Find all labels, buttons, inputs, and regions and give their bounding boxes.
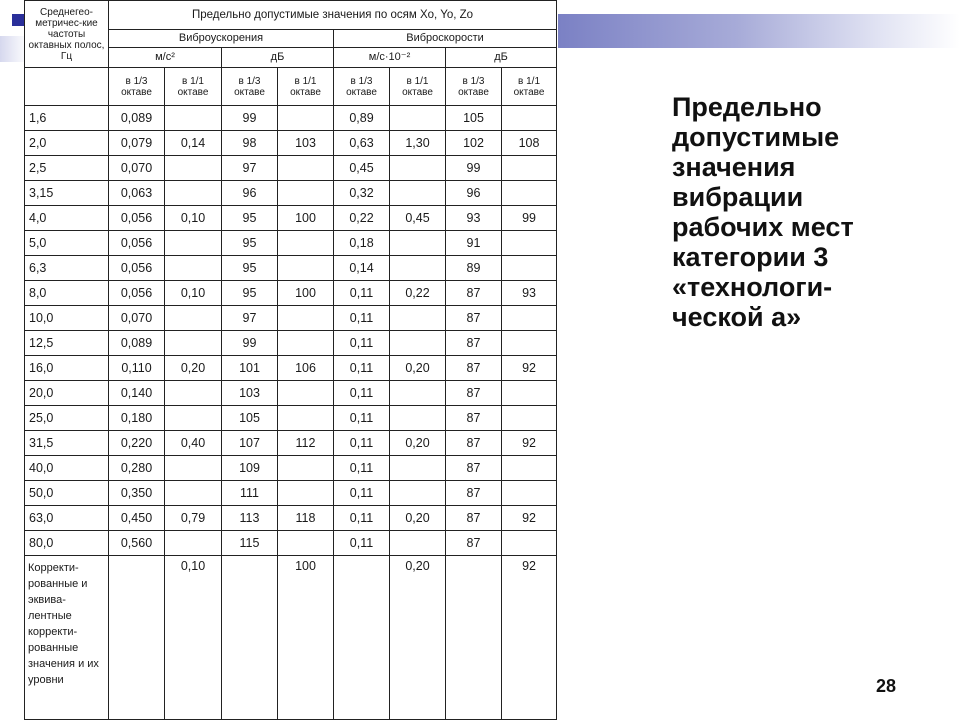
value-cell: 0,140 (109, 381, 165, 406)
corrected-label: Корректи-рованные и эквива-лентные корректи-рованные значения и их уровни (25, 556, 109, 720)
value-cell: 87 (446, 406, 502, 431)
value-cell (165, 456, 222, 481)
value-cell: 0,14 (165, 131, 222, 156)
value-cell (278, 381, 334, 406)
vibration-limits-table (24, 0, 557, 720)
value-cell (502, 406, 557, 431)
title-line: вибрации (672, 182, 804, 212)
value-cell (502, 456, 557, 481)
table-body (25, 106, 557, 720)
value-cell: 95 (222, 256, 278, 281)
table-row (25, 106, 557, 131)
value-cell: 0,180 (109, 406, 165, 431)
velocity-group-header: Виброскорости (334, 30, 557, 48)
sub-header: в 1/3 октаве (222, 68, 278, 106)
value-cell (502, 106, 557, 131)
title-line: ческой а» (672, 302, 802, 332)
value-cell (390, 156, 446, 181)
corrected-value-cell: 0,10 (165, 556, 222, 720)
value-cell: 0,280 (109, 456, 165, 481)
corrected-value-cell: 0,20 (390, 556, 446, 720)
value-cell (390, 456, 446, 481)
value-cell: 99 (446, 156, 502, 181)
value-cell: 103 (278, 131, 334, 156)
value-cell: 0,20 (390, 506, 446, 531)
value-cell: 0,110 (109, 356, 165, 381)
value-cell: 0,11 (334, 406, 390, 431)
value-cell (165, 181, 222, 206)
value-cell: 0,11 (334, 331, 390, 356)
value-cell: 93 (502, 281, 557, 306)
value-cell: 0,22 (390, 281, 446, 306)
frequency-cell: 1,6 (25, 106, 109, 131)
value-cell: 0,11 (334, 506, 390, 531)
table-row (25, 131, 557, 156)
value-cell: 0,056 (109, 256, 165, 281)
sub-header-blank (25, 68, 109, 106)
table-row (25, 206, 557, 231)
value-cell: 0,22 (334, 206, 390, 231)
value-cell: 87 (446, 456, 502, 481)
table-row (25, 181, 557, 206)
value-cell: 101 (222, 356, 278, 381)
value-cell: 0,45 (334, 156, 390, 181)
vibration-table-scan (24, 0, 558, 720)
sub-header: в 1/1 октаве (165, 68, 222, 106)
table-row (25, 281, 557, 306)
value-cell: 87 (446, 381, 502, 406)
value-cell: 99 (502, 206, 557, 231)
value-cell (165, 481, 222, 506)
value-cell (165, 531, 222, 556)
sub-header: в 1/3 октаве (446, 68, 502, 106)
sub-header: в 1/1 октаве (502, 68, 557, 106)
value-cell: 0,220 (109, 431, 165, 456)
value-cell: 0,079 (109, 131, 165, 156)
slide-title (672, 92, 932, 332)
table-row (25, 356, 557, 381)
corrected-value-cell (222, 556, 278, 720)
value-cell (278, 181, 334, 206)
value-cell: 0,20 (390, 356, 446, 381)
unit-header-vel-db: дБ (446, 48, 557, 68)
value-cell: 87 (446, 506, 502, 531)
value-cell (502, 381, 557, 406)
value-cell: 111 (222, 481, 278, 506)
value-cell: 95 (222, 231, 278, 256)
value-cell (390, 531, 446, 556)
table-row (25, 431, 557, 456)
value-cell: 0,14 (334, 256, 390, 281)
frequency-cell: 3,15 (25, 181, 109, 206)
value-cell (165, 106, 222, 131)
frequency-cell: 4,0 (25, 206, 109, 231)
corrected-value-cell: 92 (502, 556, 557, 720)
corrected-value-cell (334, 556, 390, 720)
title-line: Предельно (672, 92, 822, 122)
value-cell: 0,89 (334, 106, 390, 131)
value-cell: 0,11 (334, 456, 390, 481)
value-cell: 0,10 (165, 206, 222, 231)
frequency-cell: 2,0 (25, 131, 109, 156)
unit-header-acc-db: дБ (222, 48, 334, 68)
frequency-cell: 80,0 (25, 531, 109, 556)
value-cell: 0,11 (334, 356, 390, 381)
value-cell: 112 (278, 431, 334, 456)
value-cell: 87 (446, 531, 502, 556)
frequency-cell: 20,0 (25, 381, 109, 406)
value-cell: 102 (446, 131, 502, 156)
value-cell: 0,11 (334, 381, 390, 406)
value-cell (165, 381, 222, 406)
frequency-cell: 12,5 (25, 331, 109, 356)
unit-header-acc-ms2: м/с² (109, 48, 222, 68)
value-cell (165, 406, 222, 431)
value-cell: 87 (446, 356, 502, 381)
value-cell: 118 (278, 506, 334, 531)
frequency-cell: 16,0 (25, 356, 109, 381)
value-cell (502, 481, 557, 506)
value-cell: 0,11 (334, 306, 390, 331)
value-cell: 0,089 (109, 106, 165, 131)
frequency-cell: 10,0 (25, 306, 109, 331)
frequency-cell: 40,0 (25, 456, 109, 481)
value-cell (278, 106, 334, 131)
bullet-square-icon (12, 14, 24, 26)
value-cell: 99 (222, 331, 278, 356)
value-cell (502, 181, 557, 206)
page-number: 28 (876, 676, 897, 696)
value-cell (390, 331, 446, 356)
value-cell (278, 306, 334, 331)
value-cell (390, 106, 446, 131)
table-row (25, 381, 557, 406)
value-cell: 105 (446, 106, 502, 131)
value-cell: 0,560 (109, 531, 165, 556)
value-cell (165, 331, 222, 356)
table-row (25, 481, 557, 506)
value-cell: 0,350 (109, 481, 165, 506)
value-cell (165, 156, 222, 181)
sub-header: в 1/3 октаве (334, 68, 390, 106)
sub-header: в 1/1 октаве (390, 68, 446, 106)
value-cell: 0,32 (334, 181, 390, 206)
value-cell: 91 (446, 231, 502, 256)
table-row (25, 531, 557, 556)
table-row (25, 306, 557, 331)
value-cell (278, 256, 334, 281)
value-cell: 0,070 (109, 156, 165, 181)
title-line: категории 3 (672, 242, 829, 272)
value-cell (278, 481, 334, 506)
table-row (25, 456, 557, 481)
value-cell: 87 (446, 306, 502, 331)
frequency-cell: 50,0 (25, 481, 109, 506)
value-cell (502, 531, 557, 556)
value-cell (278, 231, 334, 256)
table-row (25, 331, 557, 356)
value-cell: 0,11 (334, 281, 390, 306)
title-line: рабочих мест (672, 212, 854, 242)
value-cell (278, 331, 334, 356)
value-cell (502, 156, 557, 181)
value-cell (390, 481, 446, 506)
value-cell (278, 406, 334, 431)
corrected-value-cell (109, 556, 165, 720)
value-cell: 0,45 (390, 206, 446, 231)
value-cell (502, 256, 557, 281)
value-cell (165, 306, 222, 331)
unit-header-vel-ms: м/с·10⁻² (334, 48, 446, 68)
value-cell: 87 (446, 431, 502, 456)
value-cell: 0,056 (109, 206, 165, 231)
value-cell: 97 (222, 156, 278, 181)
value-cell: 103 (222, 381, 278, 406)
value-cell (502, 231, 557, 256)
value-cell: 99 (222, 106, 278, 131)
value-cell (390, 256, 446, 281)
value-cell: 0,10 (165, 281, 222, 306)
value-cell (278, 531, 334, 556)
frequency-cell: 63,0 (25, 506, 109, 531)
value-cell: 106 (278, 356, 334, 381)
value-cell: 0,063 (109, 181, 165, 206)
table-row (25, 156, 557, 181)
value-cell: 100 (278, 206, 334, 231)
value-cell: 0,089 (109, 331, 165, 356)
value-cell: 97 (222, 306, 278, 331)
frequency-cell: 25,0 (25, 406, 109, 431)
value-cell: 87 (446, 481, 502, 506)
title-line: допустимые (672, 122, 840, 152)
frequency-cell: 5,0 (25, 231, 109, 256)
value-cell: 113 (222, 506, 278, 531)
value-cell (278, 156, 334, 181)
title-line: «технологи- (672, 272, 833, 302)
value-cell: 95 (222, 281, 278, 306)
header-gradient-bar (555, 14, 960, 48)
value-cell: 0,40 (165, 431, 222, 456)
value-cell: 0,450 (109, 506, 165, 531)
value-cell (390, 231, 446, 256)
acceleration-group-header: Виброускорения (109, 30, 334, 48)
frequency-cell: 2,5 (25, 156, 109, 181)
value-cell: 92 (502, 356, 557, 381)
corrected-value-cell: 100 (278, 556, 334, 720)
value-cell: 96 (222, 181, 278, 206)
value-cell: 93 (446, 206, 502, 231)
value-cell: 0,056 (109, 281, 165, 306)
corrected-values-row (25, 556, 557, 720)
value-cell: 87 (446, 281, 502, 306)
value-cell: 109 (222, 456, 278, 481)
table-row (25, 231, 557, 256)
value-cell: 115 (222, 531, 278, 556)
title-line: значения (672, 152, 796, 182)
value-cell (165, 231, 222, 256)
limits-header: Предельно допустимые значения по осям Xo, Yo, Zo (109, 1, 557, 30)
value-cell: 105 (222, 406, 278, 431)
value-cell: 95 (222, 206, 278, 231)
sub-header: в 1/3 октаве (109, 68, 165, 106)
value-cell: 92 (502, 506, 557, 531)
table-row (25, 506, 557, 531)
value-cell: 0,18 (334, 231, 390, 256)
table-row (25, 256, 557, 281)
value-cell: 0,20 (390, 431, 446, 456)
frequency-column-header: Среднегео-метричес-кие частоты октавных полос, Гц (25, 1, 109, 68)
value-cell (390, 181, 446, 206)
frequency-cell: 8,0 (25, 281, 109, 306)
value-cell: 0,79 (165, 506, 222, 531)
value-cell (390, 406, 446, 431)
value-cell: 0,11 (334, 481, 390, 506)
value-cell: 0,070 (109, 306, 165, 331)
value-cell: 1,30 (390, 131, 446, 156)
value-cell: 108 (502, 131, 557, 156)
frequency-cell: 31,5 (25, 431, 109, 456)
value-cell: 96 (446, 181, 502, 206)
value-cell (390, 381, 446, 406)
frequency-cell: 6,3 (25, 256, 109, 281)
sub-header: в 1/1 октаве (278, 68, 334, 106)
value-cell: 98 (222, 131, 278, 156)
value-cell (390, 306, 446, 331)
corrected-value-cell (446, 556, 502, 720)
value-cell: 92 (502, 431, 557, 456)
value-cell (165, 256, 222, 281)
value-cell: 0,20 (165, 356, 222, 381)
value-cell: 100 (278, 281, 334, 306)
value-cell: 0,11 (334, 531, 390, 556)
value-cell: 0,11 (334, 431, 390, 456)
value-cell: 87 (446, 331, 502, 356)
table-row (25, 406, 557, 431)
value-cell: 0,056 (109, 231, 165, 256)
value-cell (502, 306, 557, 331)
value-cell (278, 456, 334, 481)
value-cell: 107 (222, 431, 278, 456)
value-cell (502, 331, 557, 356)
value-cell: 0,63 (334, 131, 390, 156)
value-cell: 89 (446, 256, 502, 281)
